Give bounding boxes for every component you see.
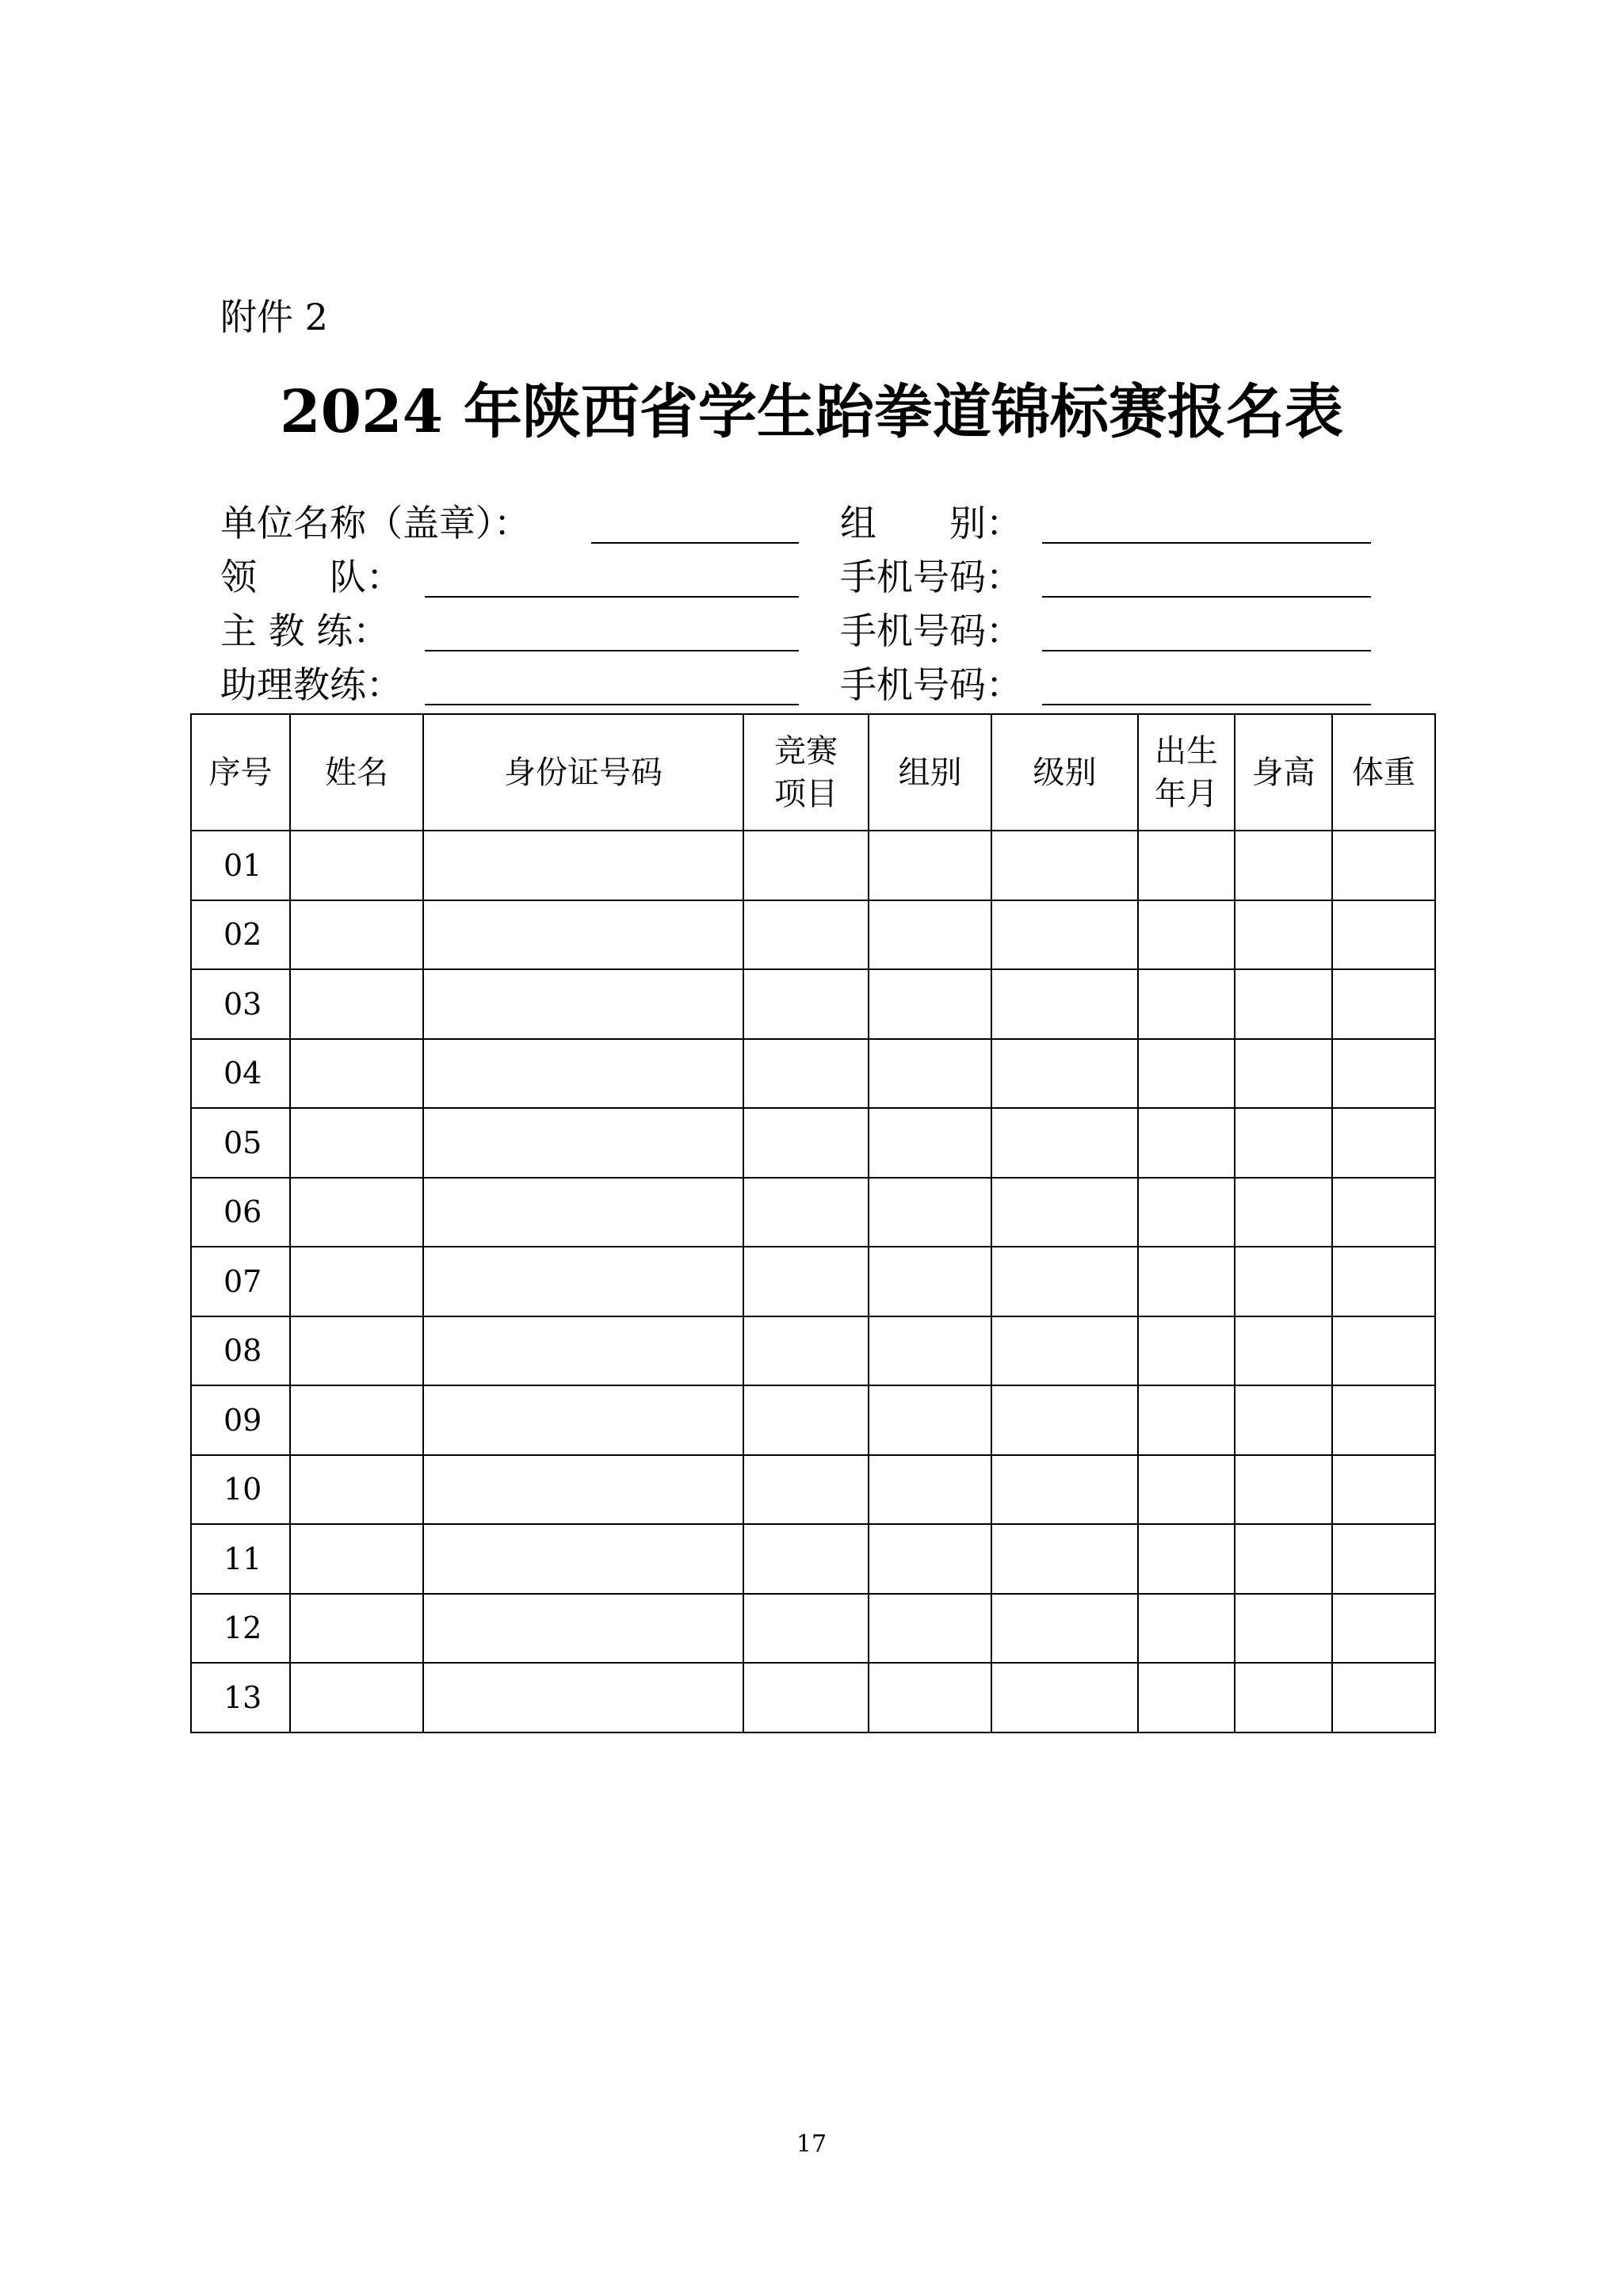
weight-cell[interactable] (1332, 969, 1435, 1039)
level-cell[interactable] (991, 831, 1138, 900)
name-cell[interactable] (290, 900, 423, 970)
group-field (840, 499, 1379, 547)
event-cell[interactable] (743, 969, 869, 1039)
header-weight: 体重 (1332, 714, 1435, 831)
seq-cell: 13 (191, 1663, 290, 1733)
birth-cell[interactable] (1138, 1455, 1235, 1525)
height-cell[interactable] (1235, 1108, 1332, 1178)
header-event-line2: 项目 (774, 775, 838, 812)
seq-cell: 04 (191, 1039, 290, 1109)
table-row (191, 900, 1435, 970)
group-cell[interactable] (869, 831, 991, 900)
group-cell[interactable] (869, 1247, 991, 1316)
phone-field-1 (840, 553, 1379, 601)
id-number-cell[interactable] (423, 1247, 743, 1316)
phone-label-1: 手机号码： (840, 556, 1022, 598)
table-row (191, 1385, 1435, 1455)
group-cell[interactable] (869, 1524, 991, 1594)
event-cell[interactable] (743, 1663, 869, 1733)
team-leader-field (220, 553, 799, 601)
header-seq: 序号 (191, 714, 290, 831)
height-cell[interactable] (1235, 1247, 1332, 1316)
head-coach-blank[interactable] (425, 650, 799, 651)
height-cell[interactable] (1235, 1316, 1332, 1386)
seq-cell: 12 (191, 1594, 290, 1664)
seq-cell: 05 (191, 1108, 290, 1178)
event-cell[interactable] (743, 900, 869, 970)
weight-cell[interactable] (1332, 1108, 1435, 1178)
height-cell[interactable] (1235, 1385, 1332, 1455)
seq-cell: 11 (191, 1524, 290, 1594)
level-cell[interactable] (991, 1455, 1138, 1525)
level-cell[interactable] (991, 1594, 1138, 1664)
name-cell[interactable] (290, 1108, 423, 1178)
phone-field-3 (840, 661, 1379, 709)
weight-cell[interactable] (1332, 900, 1435, 970)
height-cell[interactable] (1235, 1524, 1332, 1594)
table-row (191, 1108, 1435, 1178)
header-event (743, 714, 869, 831)
seq-cell: 08 (191, 1316, 290, 1386)
event-cell[interactable] (743, 1524, 869, 1594)
level-cell[interactable] (991, 969, 1138, 1039)
seq-cell: 10 (191, 1455, 290, 1525)
name-cell[interactable] (290, 831, 423, 900)
event-cell[interactable] (743, 1455, 869, 1525)
group-cell[interactable] (869, 969, 991, 1039)
name-cell[interactable] (290, 1455, 423, 1525)
table-row (191, 1455, 1435, 1525)
level-cell[interactable] (991, 900, 1138, 970)
table-row (191, 1178, 1435, 1247)
level-cell[interactable] (991, 1178, 1138, 1247)
event-cell[interactable] (743, 831, 869, 900)
height-cell[interactable] (1235, 1039, 1332, 1109)
level-cell[interactable] (991, 1316, 1138, 1386)
name-cell[interactable] (290, 1663, 423, 1733)
unit-name-blank[interactable] (591, 542, 799, 544)
group-cell[interactable] (869, 900, 991, 970)
group-cell[interactable] (869, 1455, 991, 1525)
group-blank[interactable] (1042, 542, 1371, 544)
phone-label-3: 手机号码： (840, 663, 1022, 706)
birth-cell[interactable] (1138, 1663, 1235, 1733)
header-height: 身高 (1235, 714, 1332, 831)
height-cell[interactable] (1235, 1594, 1332, 1664)
form-title: 2024 年陕西省学生跆拳道锦标赛报名表 (280, 378, 1343, 446)
weight-cell[interactable] (1332, 1385, 1435, 1455)
seq-cell: 09 (191, 1385, 290, 1455)
height-cell[interactable] (1235, 1455, 1332, 1525)
event-cell[interactable] (743, 1108, 869, 1178)
name-cell[interactable] (290, 1385, 423, 1455)
id-number-cell[interactable] (423, 969, 743, 1039)
weight-cell[interactable] (1332, 831, 1435, 900)
event-cell[interactable] (743, 1178, 869, 1247)
phone-field-2 (840, 607, 1379, 655)
name-cell[interactable] (290, 1524, 423, 1594)
id-number-cell[interactable] (423, 1039, 743, 1109)
event-cell[interactable] (743, 1039, 869, 1109)
header-name: 姓名 (290, 714, 423, 831)
id-number-cell[interactable] (423, 1178, 743, 1247)
id-number-cell[interactable] (423, 1455, 743, 1525)
seq-cell: 02 (191, 900, 290, 970)
event-cell[interactable] (743, 1247, 869, 1316)
header-group: 组别 (869, 714, 991, 831)
id-number-cell[interactable] (423, 1663, 743, 1733)
group-cell[interactable] (869, 1039, 991, 1109)
header-birth-line2: 年月 (1155, 775, 1218, 812)
weight-cell[interactable] (1332, 1594, 1435, 1664)
level-cell[interactable] (991, 1663, 1138, 1733)
birth-cell[interactable] (1138, 1385, 1235, 1455)
id-number-cell[interactable] (423, 1316, 743, 1386)
weight-cell[interactable] (1332, 1524, 1435, 1594)
header-birth (1138, 714, 1235, 831)
height-cell[interactable] (1235, 1178, 1332, 1247)
birth-cell[interactable] (1138, 1039, 1235, 1109)
phone-blank-2[interactable] (1042, 650, 1371, 651)
id-number-cell[interactable] (423, 1594, 743, 1664)
birth-cell[interactable] (1138, 1178, 1235, 1247)
team-leader-blank[interactable] (425, 596, 799, 598)
phone-label-2: 手机号码： (840, 609, 1022, 652)
table-row (191, 1594, 1435, 1664)
birth-cell[interactable] (1138, 1594, 1235, 1664)
page-number: 17 (796, 2130, 827, 2158)
id-number-cell[interactable] (423, 1108, 743, 1178)
id-number-cell[interactable] (423, 1524, 743, 1594)
assistant-coach-blank[interactable] (425, 704, 799, 705)
level-cell[interactable] (991, 1524, 1138, 1594)
level-cell[interactable] (991, 1108, 1138, 1178)
name-cell[interactable] (290, 1594, 423, 1664)
registration-table (190, 713, 1436, 1733)
group-cell[interactable] (869, 1385, 991, 1455)
assistant-coach-label: 助理教练： (220, 663, 403, 706)
weight-cell[interactable] (1332, 1663, 1435, 1733)
group-cell[interactable] (869, 1594, 991, 1664)
birth-cell[interactable] (1138, 900, 1235, 970)
birth-cell[interactable] (1138, 1524, 1235, 1594)
weight-cell[interactable] (1332, 1455, 1435, 1525)
head-coach-label: 主 教 练： (220, 609, 390, 652)
name-cell[interactable] (290, 1316, 423, 1386)
height-cell[interactable] (1235, 900, 1332, 970)
table-row (191, 1663, 1435, 1733)
height-cell[interactable] (1235, 969, 1332, 1039)
id-number-cell[interactable] (423, 831, 743, 900)
weight-cell[interactable] (1332, 1039, 1435, 1109)
name-cell[interactable] (290, 1178, 423, 1247)
assistant-coach-field (220, 661, 799, 709)
group-cell[interactable] (869, 1663, 991, 1733)
table-row (191, 1316, 1435, 1386)
head-coach-field (220, 607, 799, 655)
birth-cell[interactable] (1138, 1108, 1235, 1178)
level-cell[interactable] (991, 1247, 1138, 1316)
event-cell[interactable] (743, 1316, 869, 1386)
weight-cell[interactable] (1332, 1316, 1435, 1386)
name-cell[interactable] (290, 969, 423, 1039)
header-birth-line1: 出生 (1155, 732, 1218, 770)
group-cell[interactable] (869, 1108, 991, 1178)
level-cell[interactable] (991, 1039, 1138, 1109)
unit-name-label: 单位名称（盖章）： (220, 502, 530, 544)
table-header-row (191, 714, 1435, 831)
seq-cell: 06 (191, 1178, 290, 1247)
birth-cell[interactable] (1138, 1316, 1235, 1386)
phone-blank-3[interactable] (1042, 704, 1371, 705)
table-row (191, 969, 1435, 1039)
team-leader-label: 领 队： (220, 556, 403, 598)
header-level: 级别 (991, 714, 1138, 831)
seq-cell: 03 (191, 969, 290, 1039)
group-cell[interactable] (869, 1316, 991, 1386)
weight-cell[interactable] (1332, 1178, 1435, 1247)
header-id-number: 身份证号码 (423, 714, 743, 831)
id-number-cell[interactable] (423, 900, 743, 970)
table-row (191, 831, 1435, 900)
seq-cell: 01 (191, 831, 290, 900)
table-row (191, 1039, 1435, 1109)
seq-cell: 07 (191, 1247, 290, 1316)
event-cell[interactable] (743, 1385, 869, 1455)
attachment-label: 附件 2 (220, 296, 328, 338)
event-cell[interactable] (743, 1594, 869, 1664)
id-number-cell[interactable] (423, 1385, 743, 1455)
table-row (191, 1247, 1435, 1316)
height-cell[interactable] (1235, 831, 1332, 900)
header-event-line1: 竞赛 (774, 732, 838, 770)
group-label: 组 别： (840, 502, 1022, 544)
birth-cell[interactable] (1138, 969, 1235, 1039)
table-row (191, 1524, 1435, 1594)
birth-cell[interactable] (1138, 831, 1235, 900)
birth-cell[interactable] (1138, 1247, 1235, 1316)
name-cell[interactable] (290, 1247, 423, 1316)
height-cell[interactable] (1235, 1663, 1332, 1733)
phone-blank-1[interactable] (1042, 596, 1371, 598)
unit-name-field (220, 499, 799, 547)
weight-cell[interactable] (1332, 1247, 1435, 1316)
level-cell[interactable] (991, 1385, 1138, 1455)
name-cell[interactable] (290, 1039, 423, 1109)
group-cell[interactable] (869, 1178, 991, 1247)
